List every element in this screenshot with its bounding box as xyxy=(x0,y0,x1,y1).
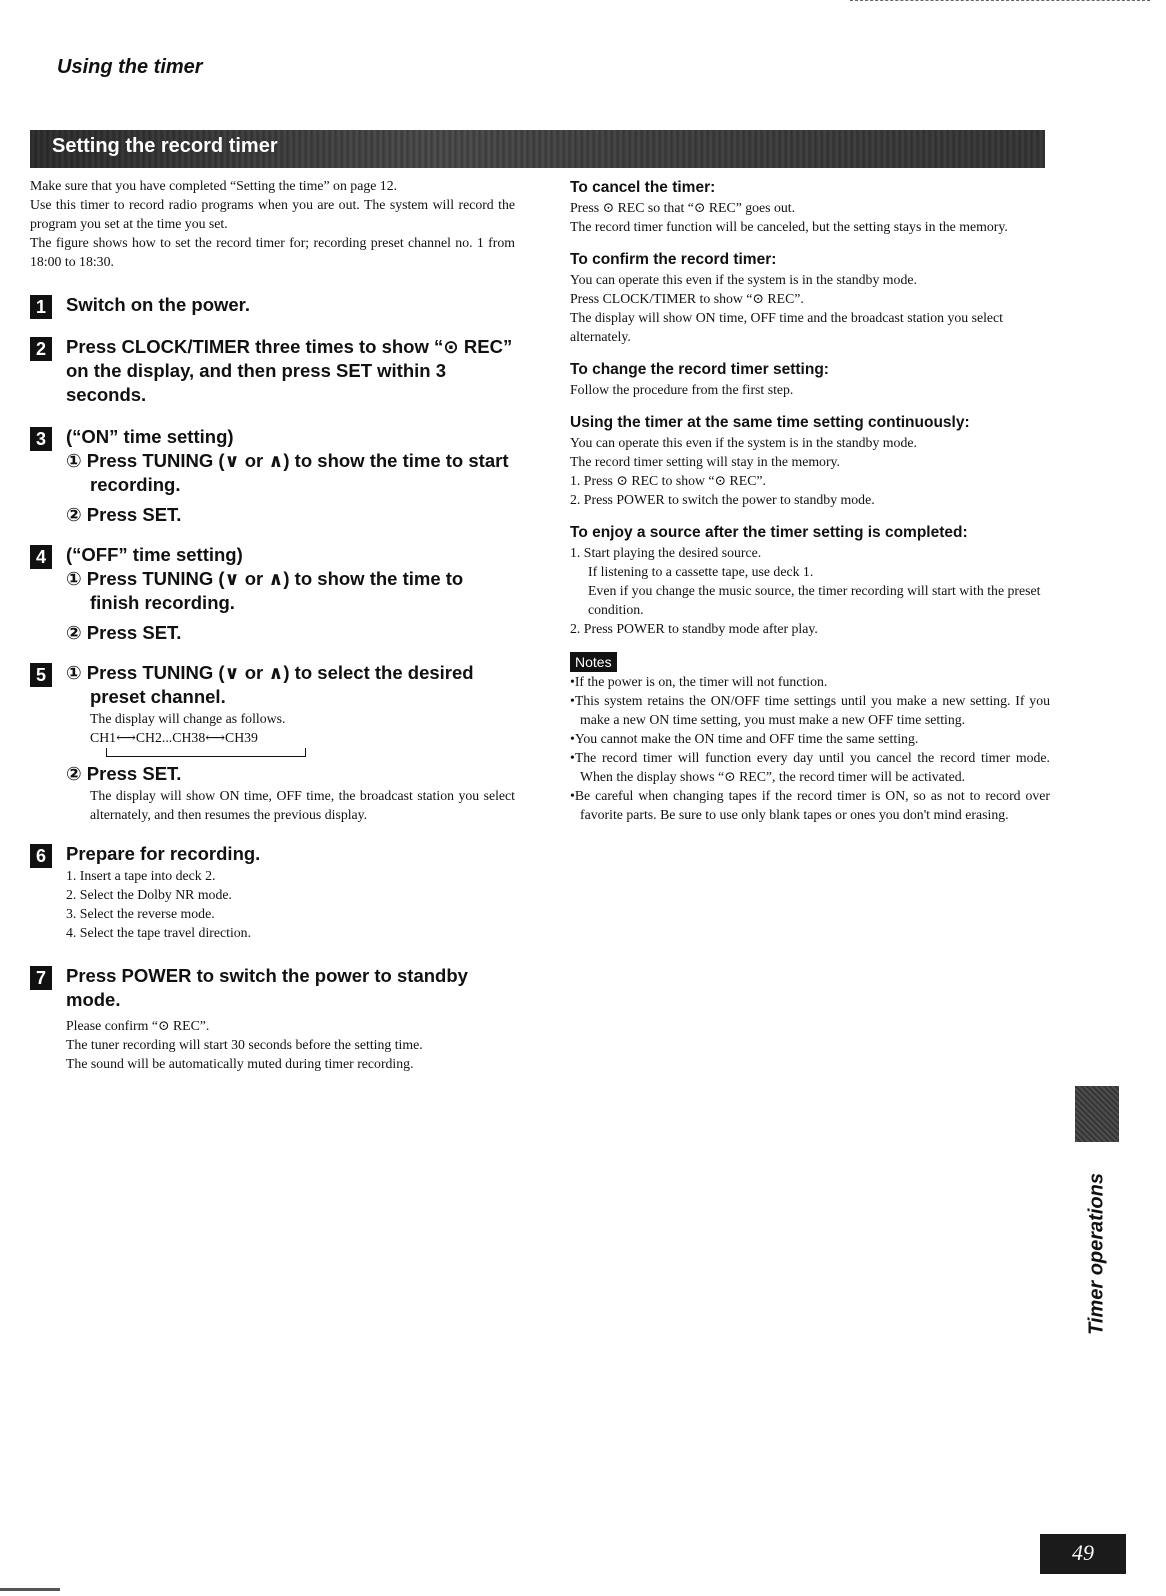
confirm-line-3: The display will show ON time, OFF time and the broadcast station you select alternately. xyxy=(570,310,1003,344)
enjoy-source-section xyxy=(570,523,1050,638)
section-header: Using the timer xyxy=(57,56,203,78)
loop-arrow xyxy=(106,748,306,757)
step-4-number: 4 xyxy=(30,545,52,569)
cancel-timer-heading: To cancel the timer: xyxy=(570,179,716,196)
list-item: 3. Select the reverse mode. xyxy=(66,906,215,921)
cancel-line-2: The record timer function will be canceled, but the setting stays in the memory. xyxy=(570,219,1008,234)
cancel-line-1: Press ⊙ REC so that “⊙ REC” goes out. xyxy=(570,200,796,215)
step-3-number: 3 xyxy=(30,427,52,451)
continuous-line-4: 2. Press POWER to switch the power to standby mode. xyxy=(570,492,875,507)
left-column xyxy=(30,176,515,1073)
continuous-line-1: You can operate this even if the system is in the standby mode. xyxy=(570,435,917,450)
step-7-line-1: Please confirm “⊙ REC”. xyxy=(66,1018,210,1033)
enjoy-item-2: 2. Press POWER to standby mode after play. xyxy=(570,621,818,636)
bottom-edge-mark xyxy=(0,1588,60,1591)
side-tab-label: Timer operations xyxy=(1085,1173,1108,1335)
step-1-title: Switch on the power. xyxy=(66,294,250,315)
note-item: •The record timer will function every day until you cancel the record timer mode. When the display shows “⊙ REC”, the record timer will be activated. xyxy=(570,750,1050,784)
step-1-number: 1 xyxy=(30,295,52,319)
step-7 xyxy=(30,964,515,1073)
section-banner xyxy=(30,130,1045,168)
step-6-title: Prepare for recording. xyxy=(66,843,261,864)
top-edge-rule xyxy=(850,0,1150,3)
channel-sequence-diagram xyxy=(90,728,330,762)
continuous-line-2: The record timer setting will stay in the memory. xyxy=(570,454,840,469)
step-5 xyxy=(30,661,515,824)
banner-title: Setting the record timer xyxy=(52,135,278,157)
step-5-sub-2: ② Press SET. xyxy=(66,763,182,784)
intro-line-2: Use this timer to record radio programs when you are out. The system will record the program you set at the time you set. xyxy=(30,197,515,231)
step-5-number: 5 xyxy=(30,663,52,687)
page-number-box xyxy=(1040,1534,1126,1574)
step-7-line-2: The tuner recording will start 30 seconds before the setting time. xyxy=(66,1037,423,1052)
enjoy-source-heading: To enjoy a source after the timer setting is completed: xyxy=(570,524,968,541)
notes-section xyxy=(570,652,1050,824)
intro-text xyxy=(30,176,515,271)
step-6-list xyxy=(66,866,515,942)
intro-line-1: Make sure that you have completed “Setting the time” on page 12. xyxy=(30,178,398,193)
change-timer-section xyxy=(570,360,1050,399)
step-6 xyxy=(30,842,515,942)
continuous-timer-section xyxy=(570,413,1050,509)
list-item: 1. Insert a tape into deck 2. xyxy=(66,868,216,883)
change-timer-heading: To change the record timer setting: xyxy=(570,361,829,378)
step-7-title: Press POWER to switch the power to standby mode. xyxy=(66,965,468,1010)
list-item: 2. Select the Dolby NR mode. xyxy=(66,887,232,902)
channel-sequence: CH1⟷CH2...CH38⟷CH39 xyxy=(90,730,258,745)
continuous-timer-heading: Using the timer at the same time setting continuously: xyxy=(570,414,970,431)
enjoy-item-1-sub-2: Even if you change the music source, the timer recording will start with the preset condition. xyxy=(588,583,1041,617)
right-column xyxy=(570,178,1050,824)
note-item: •If the power is on, the timer will not function. xyxy=(570,674,828,689)
enjoy-item-1-sub-1: If listening to a cassette tape, use deck 1. xyxy=(588,564,814,579)
confirm-line-2: Press CLOCK/TIMER to show “⊙ REC”. xyxy=(570,291,804,306)
note-item: •This system retains the ON/OFF time settings until you make a new setting. If you make a new ON time setting, you must make a new OFF time setting. xyxy=(570,693,1050,727)
step-4-title: (“OFF” time setting) xyxy=(66,544,243,565)
step-4-sub-1: ① Press TUNING (∨ or ∧) to show the time to finish recording. xyxy=(66,568,464,613)
step-3-title: (“ON” time setting) xyxy=(66,426,234,447)
step-3 xyxy=(30,425,515,527)
step-2-title: Press CLOCK/TIMER three times to show “⊙ REC” on the display, and then press SET within 3 seconds. xyxy=(66,336,513,405)
cancel-timer-section xyxy=(570,178,1050,236)
step-1 xyxy=(30,293,515,317)
step-7-line-3: The sound will be automatically muted during timer recording. xyxy=(66,1056,414,1071)
step-4 xyxy=(30,543,515,645)
step-2 xyxy=(30,335,515,407)
enjoy-item-1: 1. Start playing the desired source. xyxy=(570,545,762,560)
step-5-note-2: The display will show ON time, OFF time, the broadcast station you select alternately, and then resumes the previous display. xyxy=(90,788,515,822)
step-3-sub-1: ① Press TUNING (∨ or ∧) to show the time to start recording. xyxy=(66,450,509,495)
step-6-number: 6 xyxy=(30,844,52,868)
notes-label: Notes xyxy=(570,652,617,672)
note-item: •Be careful when changing tapes if the record timer is ON, so as not to record over favorite parts. Be sure to use only blank tapes or ones you don't mind erasing. xyxy=(570,788,1050,822)
step-7-number: 7 xyxy=(30,966,52,990)
intro-line-3: The figure shows how to set the record timer for; recording preset channel no. 1 from 18:00 to 18:30. xyxy=(30,235,515,269)
confirm-timer-section xyxy=(570,250,1050,346)
change-line-1: Follow the procedure from the first step. xyxy=(570,382,794,397)
step-5-sub-1: ① Press TUNING (∨ or ∧) to select the desired preset channel. xyxy=(66,662,474,707)
list-item: 4. Select the tape travel direction. xyxy=(66,925,252,940)
side-tab-marker xyxy=(1075,1086,1119,1142)
confirm-timer-heading: To confirm the record timer: xyxy=(570,251,777,268)
note-item: •You cannot make the ON time and OFF time the same setting. xyxy=(570,731,919,746)
step-5-note-1: The display will change as follows. xyxy=(90,711,286,726)
step-2-number: 2 xyxy=(30,337,52,361)
page-number: 49 xyxy=(1072,1540,1094,1565)
confirm-line-1: You can operate this even if the system is in the standby mode. xyxy=(570,272,917,287)
step-4-sub-2: ② Press SET. xyxy=(66,622,182,643)
continuous-line-3: 1. Press ⊙ REC to show “⊙ REC”. xyxy=(570,473,766,488)
step-3-sub-2: ② Press SET. xyxy=(66,504,182,525)
